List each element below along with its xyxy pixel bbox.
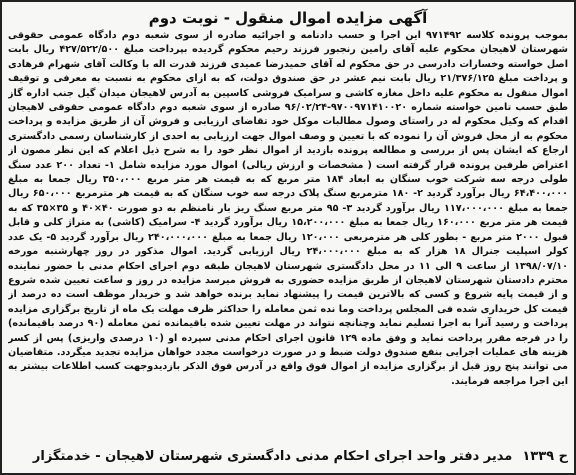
notice-code: ح ۱۳۳۹ xyxy=(522,448,568,464)
notice-signature: مدیر دفتر واحد اجرای احکام مدنی دادگستری شهرستان لاهیجان - خدمتگزار xyxy=(32,448,513,464)
notice-body: بموجب پرونده کلاسه ۹۷۱۴۹۲ این اجرا و حسب دادنامه و اجرائیه صادره از سوی شعبه دوم دادگاه عمومی حقوقی شهرستان لاهیجان محکوم علیه آقای رامین رنجبور فرزند رحیم محکوم گردیده بپرداخت مبلغ ۴۲۷/۵۲۲/۵۰۰ ریال بابت اصل خواسته وخسارات دادرسی در حق محکوم له آقای حمیدرضا عمیدی فرزند قدرت اله با وکالت آقای شهرام فرهادی و پرداخت مبلغ ۲۱/۳۷۶/۱۲۵ ریال بابت نیم عشر در حق صندوق دولت، که به ازای محکوم به نسبت به معرفی و توقیف اموال منقول به محکوم علیه داخل مغازه کاشی و سرامیک فروشی کاسپین به آدرس لاهیجان میدان گیل جنب اداره گاز طبق حسب تامین خواسته شماره ۹۷۰۰۹۷۱۴۱۰۰۲۰-۹۶/۰۲/۲۴ صادره از سوی شعبه دوم دادگاه عمومی حقوقی لاهیجان اقدام که وکیل محکوم له در راستای وصول مطالبات موکل خود تقاضای ارزیابی و فروش آن از طریق مزایده و پرداخت محکوم به از محل فروش آن را نموده که با تعیین و وصف اموال جهت ارزیابی به احدی از کارشناسان رسمی دادگستری ارجاع که ایشان پس از بررسی و مطالعه پرونده بازدید از اموال نظر خود را به شرح ذیل اعلام که این نظر مصون از اعتراض طرفین پرونده قرار گرفته است ( مشخصات و ارزش ریالی) اموال مورد مزایده شامل ۱- تعداد ۲۰۰ عدد سنگ طولی درجه سه شرکت خوب سنگان به ابعاد ۱۸۴ متر مربع که به قیمت هر متر مربع ۳۵۰،۰۰۰ ریال جمعا به مبلغ ۶۴،۴۰۰،۰۰۰ ریال برآورد گردید ۲- ۱۸۰ مترمربع سنگ پلاک درجه سه خوب سنگان که به قیمت هر مترمربع ۶۵۰،۰۰۰ ریال جمعا به مبلغ ۱۱۷،۰۰۰،۰۰۰ ریال برآورد گردید ۳- ۹۵ متر مربع سنگ ریز بار نامنظم به دو صورت ۴۰×۴۰ و ۳۵×۳۵ که به قیمت هر متر مربع ۱۶۰،۰۰۰ ریال جمعا به مبلغ ۱۵،۲۰۰،۰۰۰ ریال برآورد گردید ۴- سرامیک (کاشی) به متراژ کلی و قابل قبول ۲۰۰۰ متر مربع - بطور کلی هر مترمربعی ۱۲۰،۰۰۰ ریال جمعا به مبلغ ۲۴۰،۰۰۰،۰۰۰ ریال برآورد گردید ۵- یک عدد کولر اسپلیت جنرال ۱۸ هزار که به مبلغ ۲۴،۰۰۰،۰۰۰ ریال ارزیابی گردید. اموال مذکور در روز چهارشنبه مورخه ۱۳۹۸/۰۷/۱۰ از ساعت ۹ الی ۱۱ در محل دادگستری شهرستان لاهیجان طبقه دوم اجرای احکام مدنی با حضور نماینده محترم دادستان شهرستان لاهیجان از طریق مزایده حضوری به فروش میرسد مزایده در روز و ساعت تعیین شده شروع و از قیمت پایه شروع و کسی که بالاترین قیمت را پیشنهاد نماید برنده خواهد شد و خریدار موظف است ده درصد از قیمت کل خریداری شده فی المجلس پرداخت وما نده ثمن معامله را حداکثر ظرف مهلت یک ماه از تاریخ برگزاری مزایده پرداخت و رسید آنرا به اجرا تسلیم نماید وچنانچه نتواند در مهلت تعیین شده باقیمانده ثمن معامله (۹۰ درصد باقیمانده) را در فرجه مقرر پرداخت نماید و وفق ماده ۱۲۹ قانون اجرای احکام مدنی سپرده او (۱۰ درصدی واریزی) پس از کسر هزینه های عملیات اجرایی بنفع صندوق دولت ضبط و در صورت درخواست مجدد خواهان مزایده تجدید میگردد. متقاضیان می توانند پنج روز قبل از برگزاری مزایده از اموال فوق واقع در آدرس فوق الذکر بازدیدوجهت کسب اطلاعات بیشتر به این اجرا مراجعه فرمایند. xyxy=(8,30,568,387)
notice-title: آگهی مزایده اموال منقول - نوبت دوم xyxy=(148,9,428,27)
notice-footer xyxy=(8,445,568,467)
